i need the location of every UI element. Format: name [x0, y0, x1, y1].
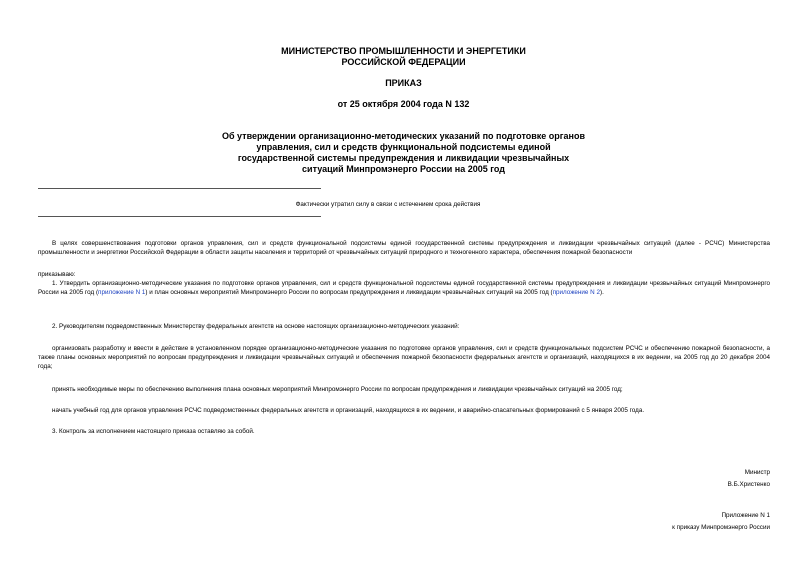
ministry-line-2: РОССИЙСКОЙ ФЕДЕРАЦИИ: [341, 57, 466, 67]
signature-name: В.Б.Христенко: [727, 481, 770, 488]
paragraph-order-word: приказываю:: [38, 271, 76, 278]
appendix-2-link[interactable]: приложение N 2: [552, 289, 600, 296]
title-line-3: государственной системы предупреждения и ликвидации чрезвычайных: [237, 153, 570, 163]
paragraph-item-2: 2. Руководителям подведомственных Министерству федеральных агентств на основе настоящих организационно-методических указаний:: [52, 323, 460, 330]
document-type: ПРИКАЗ: [385, 78, 422, 88]
divider-top: [38, 188, 321, 189]
status-note: Фактически утратил силу в связи с истечением срока действия: [295, 201, 481, 208]
divider-bottom: [38, 216, 321, 217]
item-1-text-b: ) и план основных мероприятий Минпромэнерго России по вопросам предупреждения и ликвидации чрезвычайных ситуаций на 2005 год (: [145, 289, 553, 296]
paragraph-item-2-c: начать учебный год для органов управления РСЧС подведомственных федеральных агентств и организаций, находящихся в их ведении, и аварийно-спасательных формирований с 5 января 2005 года.: [52, 407, 645, 414]
title-line-2: управления, сил и средств функциональной подсистемы единой: [256, 142, 551, 152]
paragraph-item-2-b: принять необходимые меры по обеспечению выполнения плана основных мероприятий Минпромэнерго России по вопросам предупреждения и ликвидации чрезвычайных ситуаций на 2005 год;: [52, 386, 623, 393]
paragraph-item-3: 3. Контроль за исполнением настоящего приказа оставляю за собой.: [52, 428, 255, 435]
appendix-subheading: к приказу Минпромэнерго России: [672, 524, 770, 531]
title-line-1: Об утверждении организационно-методических указаний по подготовке органов: [221, 131, 585, 141]
appendix-1-link[interactable]: приложение N 1: [98, 289, 146, 296]
paragraph-item-1: [38, 279, 770, 297]
ministry-line-1: МИНИСТЕРСТВО ПРОМЫШЛЕННОСТИ И ЭНЕРГЕТИКИ: [281, 46, 526, 56]
paragraph-preamble: В целях совершенствования подготовки органов управления, сил и средств функциональной подсистемы единой государственной системы предупреждения и ликвидации чрезвычайных ситуаций (далее - РСЧС) Министерства промышленности и энергетики Российской Федерации в области защиты населения и территорий от чрезвычайных ситуаций природного и техногенного характера, обеспечения пожарной безопасности: [38, 240, 770, 256]
paragraph-item-2-a: организовать разработку и ввести в действие в установленном порядке организационно-методические указания по подготовке органов управления, сил и средств функциональных подсистем РСЧС и обеспечению пожарной безопасности, а также планы основных мероприятий по вопросам предупреждения и ликвидации чрезвычайных ситуаций и обеспечения пожарной безопасности федеральных агентств и организаций, находящихся в их ведении, на 2005 год до 20 декабря 2004 года;: [38, 345, 770, 370]
item-1-text-c: ).: [599, 289, 604, 296]
signature-position: Министр: [744, 469, 770, 476]
appendix-heading: Приложение N 1: [721, 512, 770, 519]
item-1-text-a: 1. Утвердить организационно-методические указания по подготовке органов управления, сил и средств функциональной подсистемы единой государственной системы предупреждения и ликвидации чрезвычайных ситуаций Минпромэнерго России на 2005 год (: [38, 280, 770, 296]
date-and-number: от 25 октября 2004 года N 132: [337, 99, 470, 109]
title-line-4: ситуаций Минпромэнерго России на 2005 год: [302, 164, 505, 174]
